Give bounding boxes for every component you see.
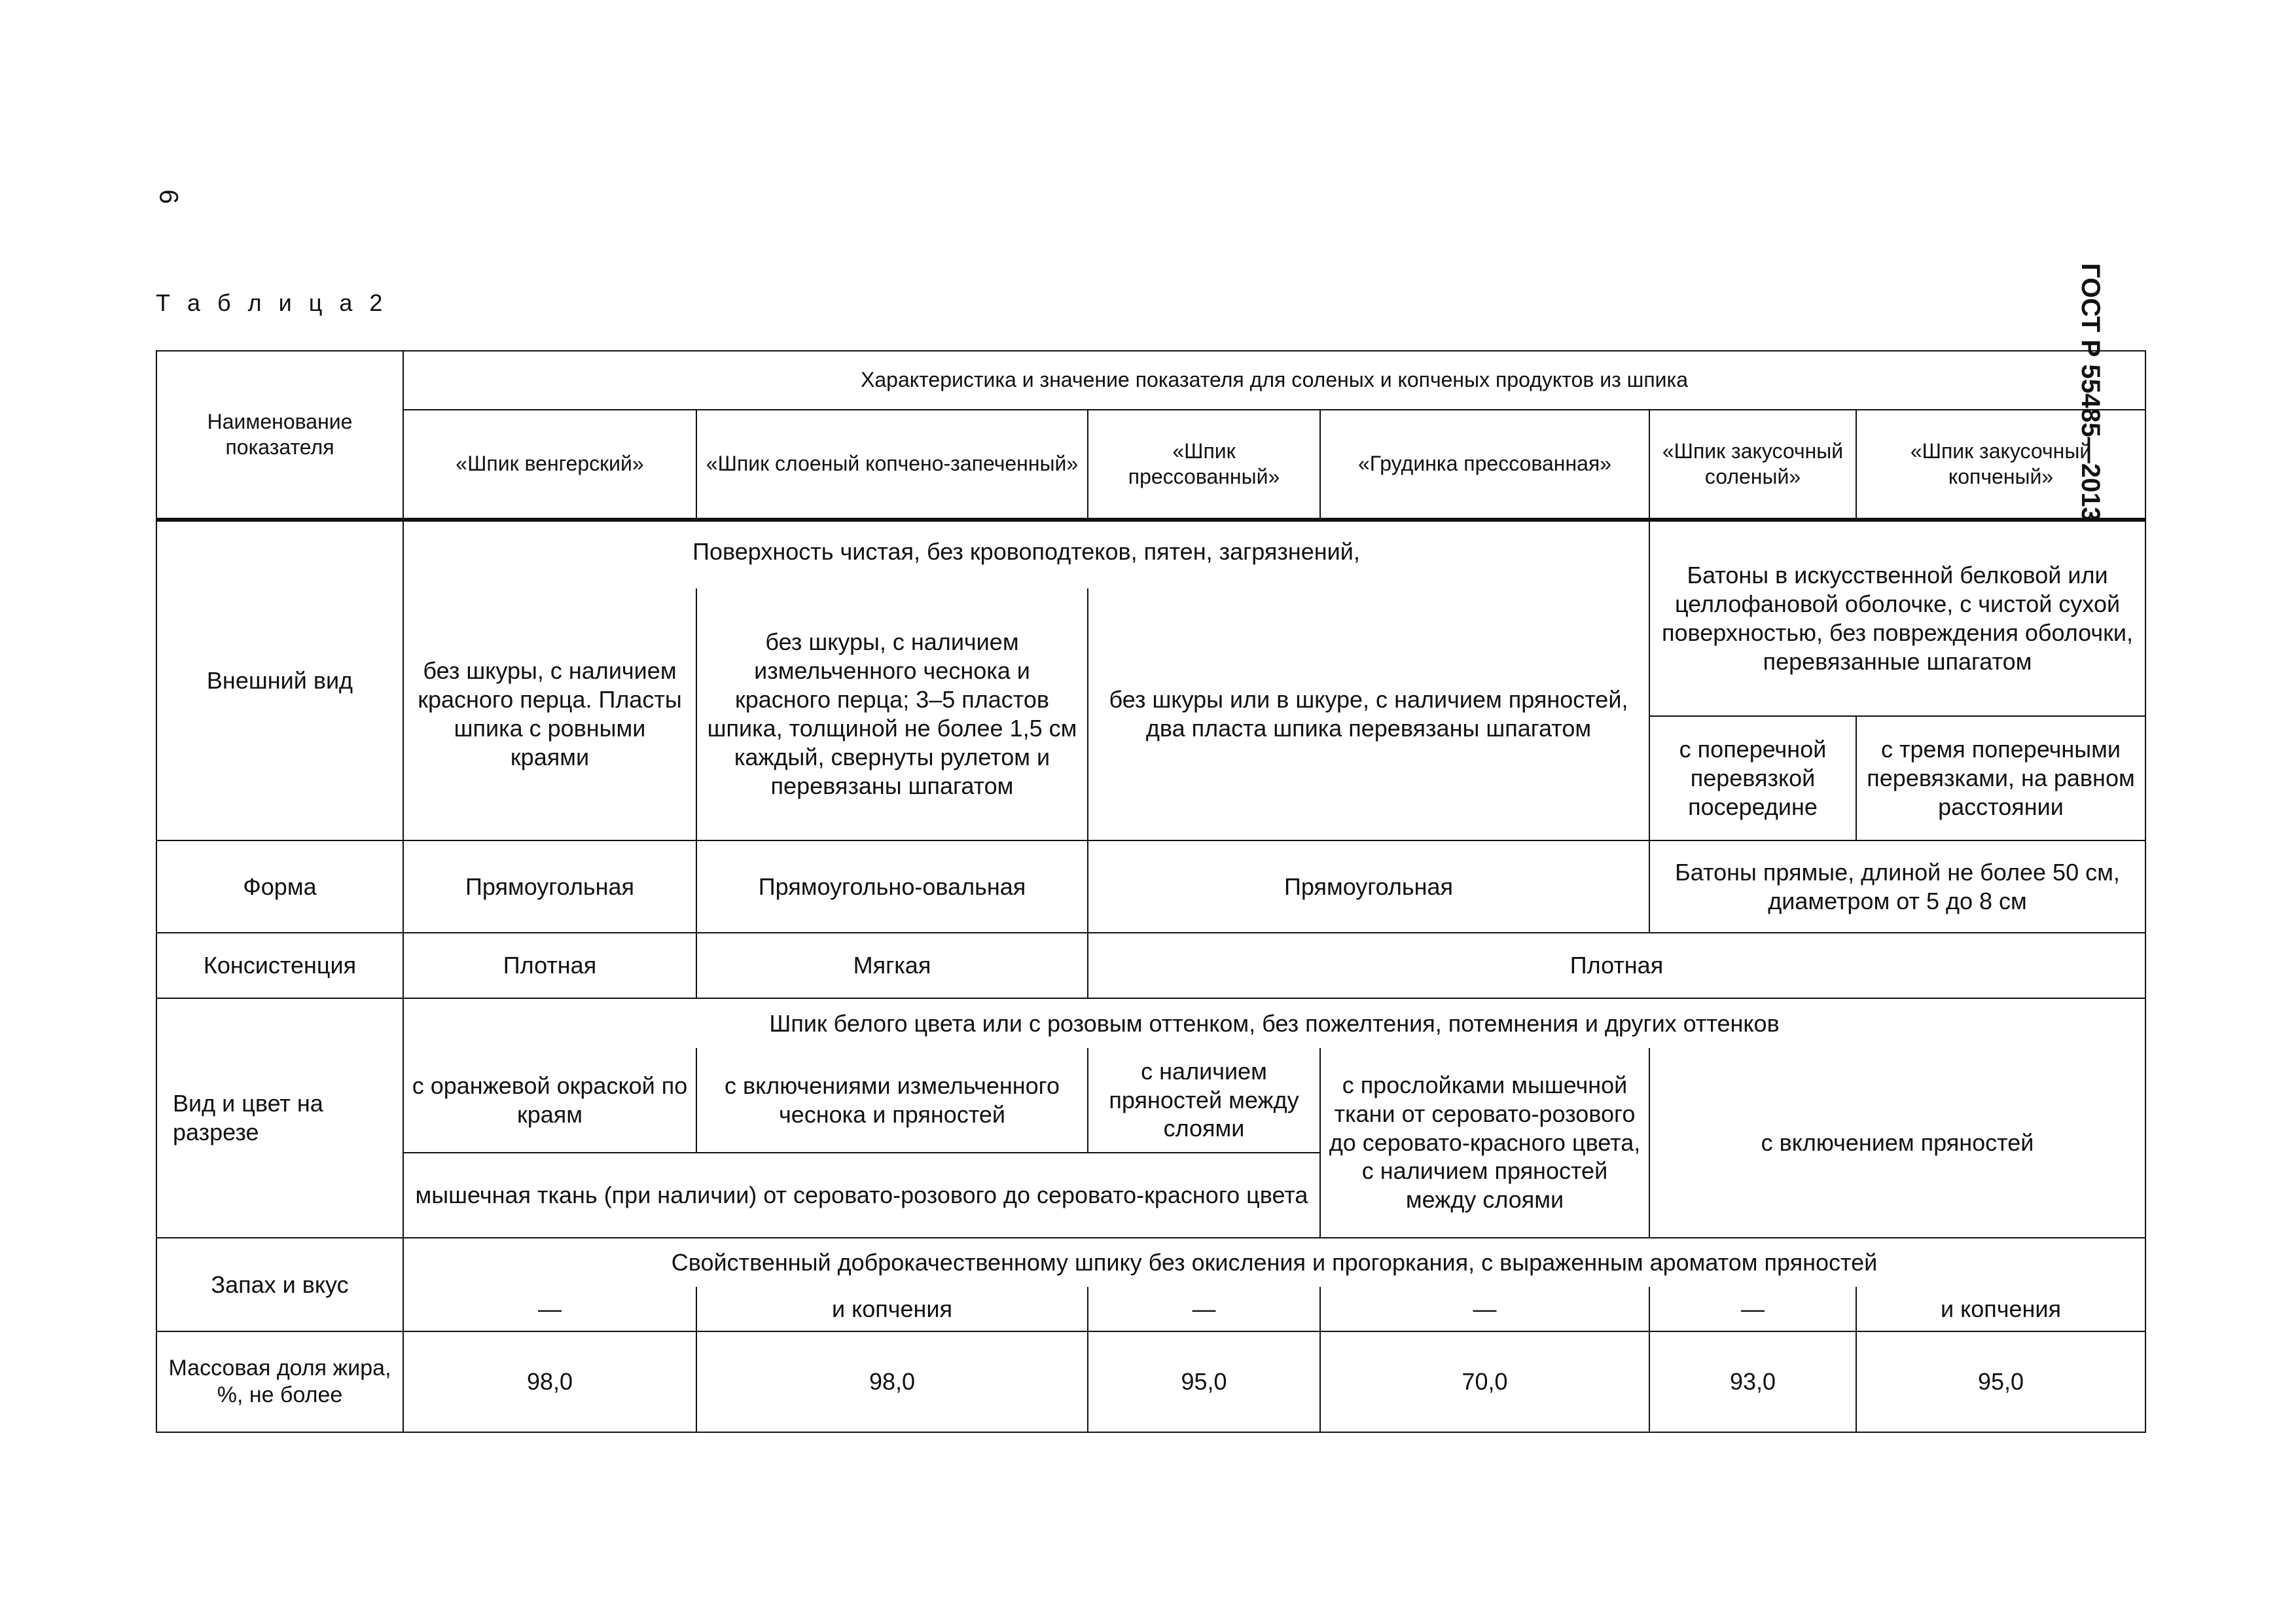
appearance-snack-salted: с поперечной перевязкой посередине [1649, 716, 1856, 840]
table-row-smell [156, 1238, 2145, 1287]
smell-pressed: — [1088, 1287, 1320, 1331]
cut-common: Шпик белого цвета или с розовым оттенком, без пожелтения, потемнения и других оттенков [403, 998, 2145, 1048]
smell-snack-smoked: и копчения [1856, 1287, 2145, 1331]
consistency-rest: Плотная [1088, 933, 2145, 998]
table-row-shape [156, 840, 2145, 933]
appearance-snack-smoked: с тремя поперечными перевязками, на равном расстоянии [1856, 716, 2145, 840]
header-indicator: Наименование показателя [156, 351, 403, 520]
appearance-pressed: без шкуры или в шкуре, с наличием пряностей, два пласта шпика перевязаны шпагатом [1088, 588, 1649, 840]
row-label-cut: Вид и цвет на разрезе [156, 998, 403, 1238]
table-header-row [156, 351, 2145, 410]
fat-snack-salted: 93,0 [1649, 1331, 1856, 1432]
cut-snack: с включением пряностей [1649, 1048, 2145, 1238]
cut-pressed: с наличием пряностей между слоями [1088, 1048, 1320, 1153]
specification-table [156, 350, 2146, 1433]
consistency-vengerskiy: Плотная [403, 933, 696, 998]
shape-pressed: Прямоугольная [1088, 840, 1649, 933]
smell-brisket: — [1320, 1287, 1649, 1331]
table-row-fat [156, 1331, 2145, 1432]
fat-brisket: 70,0 [1320, 1331, 1649, 1432]
smell-sloeny: и копчения [696, 1287, 1088, 1331]
cut-vengerskiy: с оранжевой окраской по краям [403, 1048, 696, 1153]
header-product-pressed: «Шпик прессованный» [1088, 410, 1320, 520]
row-label-consistency: Консистенция [156, 933, 403, 998]
fat-sloeny: 98,0 [696, 1331, 1088, 1432]
consistency-sloeny: Мягкая [696, 933, 1088, 998]
cut-sloeny: с включениями измельченного чеснока и пряностей [696, 1048, 1088, 1153]
smell-common: Свойственный доброкачественному шпику без окисления и прогоркания, с выраженным ароматом пряностей [403, 1238, 2145, 1287]
shape-snack: Батоны прямые, длиной не более 50 см, диаметром от 5 до 8 см [1649, 840, 2145, 933]
header-group: Характеристика и значение показателя для соленых и копченых продуктов из шпика [403, 351, 2145, 410]
header-product-brisket: «Грудинка прессованная» [1320, 410, 1649, 520]
row-label-smell: Запах и вкус [156, 1238, 403, 1331]
row-label-fat: Массовая доля жира, %, не более [156, 1331, 403, 1432]
page-number: 6 [154, 189, 183, 204]
header-product-vengerskiy: «Шпик венгерский» [403, 410, 696, 520]
smell-snack-salted: — [1649, 1287, 1856, 1331]
table-row-cut [156, 998, 2145, 1048]
smell-vengerskiy: — [403, 1287, 696, 1331]
fat-vengerskiy: 98,0 [403, 1331, 696, 1432]
cut-brisket: с прослойками мышечной ткани от серовато-розового до серовато-красного цвета, с наличием пряностей между слоями [1320, 1048, 1649, 1238]
table-caption: Т а б л и ц а 2 [156, 289, 388, 316]
appearance-snack-common: Батоны в искусственной белковой или целлофановой оболочке, с чистой сухой поверхностью, без повреждения оболочки, перевязанные шпагатом [1649, 520, 2145, 716]
table-header-products-row [156, 410, 2145, 520]
appearance-sloeny: без шкуры, с наличием измельченного чеснока и красного перца; 3–5 пластов шпика, толщиной не более 1,5 см каждый, свернуты рулетом и перевязаны шпагатом [696, 588, 1088, 840]
row-label-appearance: Внешний вид [156, 520, 403, 840]
shape-sloeny: Прямоугольно-овальная [696, 840, 1088, 933]
fat-pressed: 95,0 [1088, 1331, 1320, 1432]
appearance-common: Поверхность чистая, без кровоподтеков, пятен, загрязнений, [403, 520, 1649, 588]
header-product-snack-smoked: «Шпик закусочный копченый» [1856, 410, 2145, 520]
header-product-sloeny: «Шпик слоеный копчено-запеченный» [696, 410, 1088, 520]
row-label-shape: Форма [156, 840, 403, 933]
table-row-appearance [156, 520, 2145, 588]
table-row-consistency [156, 933, 2145, 998]
shape-vengerskiy: Прямоугольная [403, 840, 696, 933]
standard-designation: ГОСТ Р 55485—2013 [2076, 263, 2105, 522]
fat-snack-smoked: 95,0 [1856, 1331, 2145, 1432]
cut-muscle: мышечная ткань (при наличии) от серовато-розового до серовато-красного цвета [403, 1153, 1320, 1238]
header-product-snack-salted: «Шпик закусочный соленый» [1649, 410, 1856, 520]
appearance-vengerskiy: без шкуры, с наличием красного перца. Пласты шпика с ровными краями [403, 588, 696, 840]
